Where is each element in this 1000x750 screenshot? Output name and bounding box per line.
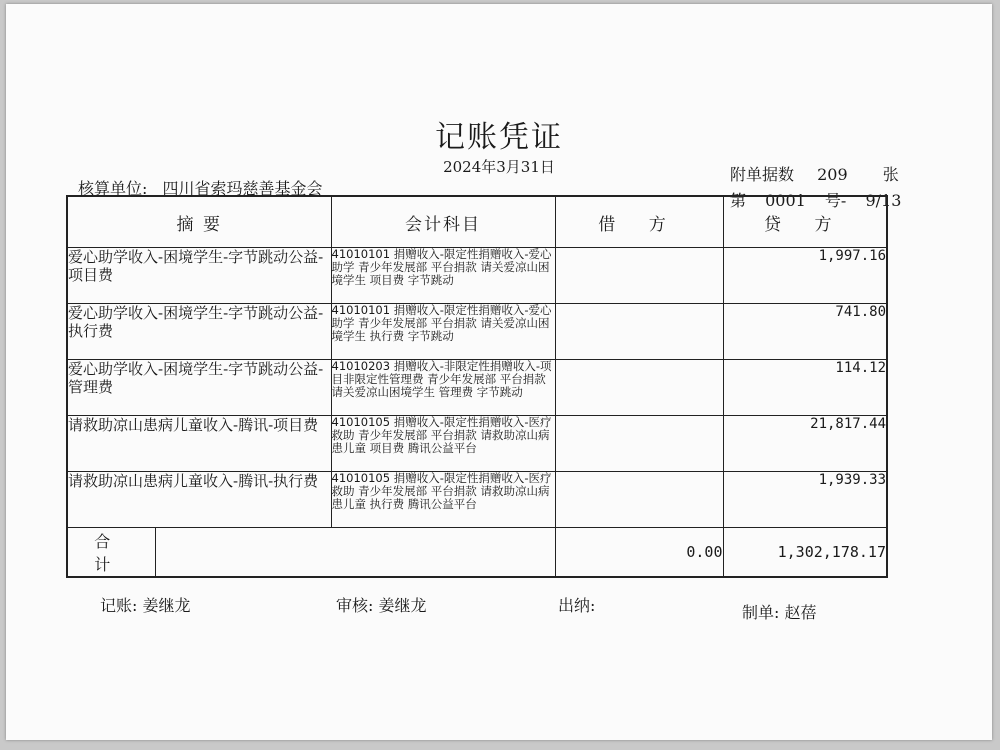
- row-subject: 41010101 捐赠收入-限定性捐赠收入-爱心助学 青少年发展部 平台捐款 请关爱凉山困境学生 项目费 字节跳动: [331, 248, 555, 304]
- voucher-prefix: 第: [730, 191, 747, 210]
- row-credit: 114.12: [723, 360, 887, 416]
- row-credit: 21,817.44: [723, 416, 887, 472]
- attachment-label: 附单据数: [730, 165, 795, 184]
- total-label: 合 计: [67, 528, 155, 578]
- row-summary: 爱心助学收入-困境学生-字节跳动公益-管理费: [67, 360, 331, 416]
- row-summary: 请救助凉山患病儿童收入-腾讯-执行费: [67, 472, 331, 528]
- document-title: 记账凭证: [435, 120, 563, 155]
- footer-cashier: 出纳:: [558, 596, 596, 615]
- row-debit: [555, 416, 723, 472]
- total-credit: 1,302,178.17: [723, 528, 887, 578]
- row-subject: 41010105 捐赠收入-限定性捐赠收入-医疗救助 青少年发展部 平台捐款 请救助凉山病患儿童 执行费 腾讯公益平台: [331, 472, 555, 528]
- row-subject: 41010203 捐赠收入-非限定性捐赠收入-项目非限定性管理费 青少年发展部 平台捐款 请关爱凉山困境学生 管理费 字节跳动: [331, 360, 555, 416]
- table-row: [67, 248, 887, 304]
- header-subject: 会计科目: [331, 196, 555, 248]
- table-row: [67, 360, 887, 416]
- row-debit: [555, 360, 723, 416]
- voucher-date: 2024年3月31日: [443, 158, 555, 176]
- table-row: [67, 416, 887, 472]
- header-debit: 借 方: [555, 196, 723, 248]
- row-credit: 1,997.16: [723, 248, 887, 304]
- accounting-unit-value: 四川省索玛慈善基金会: [162, 179, 323, 198]
- row-subject: 41010101 捐赠收入-限定性捐赠收入-爱心助学 青少年发展部 平台捐款 请关爱凉山困境学生 执行费 字节跳动: [331, 304, 555, 360]
- row-subject: 41010105 捐赠收入-限定性捐赠收入-医疗救助 青少年发展部 平台捐款 请救助凉山病患儿童 项目费 腾讯公益平台: [331, 416, 555, 472]
- footer-bookkeeper: 记账: 姜继龙: [100, 596, 191, 615]
- row-credit: 1,939.33: [723, 472, 887, 528]
- ledger-table: [66, 195, 888, 578]
- table-row: [67, 304, 887, 360]
- row-summary: 请救助凉山患病儿童收入-腾讯-项目费: [67, 416, 331, 472]
- row-debit: [555, 248, 723, 304]
- attachment-count: [730, 162, 899, 185]
- total-row: [67, 528, 887, 578]
- table-header-row: [67, 196, 887, 248]
- total-blank: [155, 528, 555, 578]
- row-debit: [555, 304, 723, 360]
- row-summary: 爱心助学收入-困境学生-字节跳动公益-项目费: [67, 248, 331, 304]
- row-debit: [555, 472, 723, 528]
- voucher-page: 9/13: [865, 191, 902, 210]
- voucher-suffix: 号-: [824, 191, 847, 210]
- header-summary: 摘 要: [67, 196, 331, 248]
- row-credit: 741.80: [723, 304, 887, 360]
- row-summary: 爱心助学收入-困境学生-字节跳动公益-执行费: [67, 304, 331, 360]
- voucher-no: 0001: [765, 191, 806, 210]
- table-row: [67, 472, 887, 528]
- attachment-number: 209: [817, 165, 848, 184]
- header-credit: 贷 方: [723, 196, 887, 248]
- accounting-unit-label: 核算单位:: [78, 179, 148, 198]
- footer-auditor: 审核: 姜继龙: [336, 596, 427, 615]
- total-debit: 0.00: [555, 528, 723, 578]
- attachment-unit: 张: [882, 165, 899, 184]
- footer-preparer: 制单: 赵蓓: [742, 603, 817, 622]
